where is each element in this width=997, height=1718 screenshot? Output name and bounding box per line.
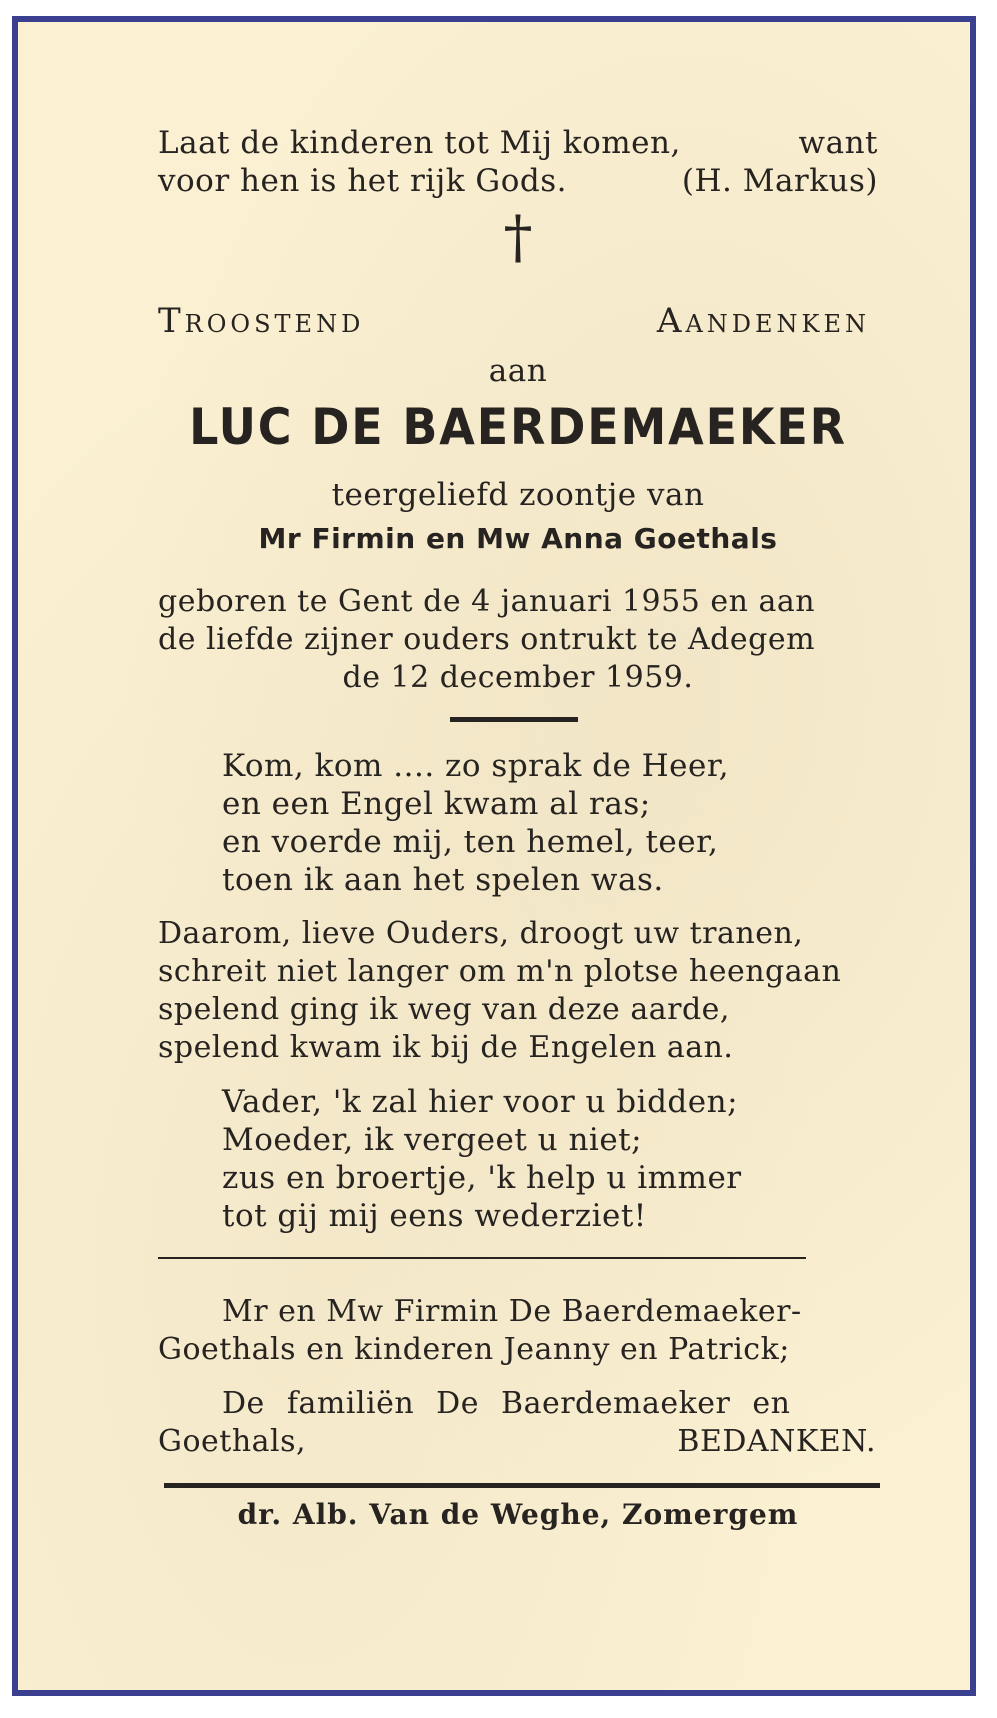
thanks-line-3-text: De familiën De Baerdemaeker en [222, 1386, 791, 1421]
epigraph-line-1-left: Laat de kinderen tot Mij komen, [158, 125, 681, 161]
dates-line-3: de 12 december 1959. [342, 660, 694, 695]
poem2-line-2: schreit niet langer om m'n plotse heengaan [158, 954, 842, 989]
epigraph-line-2 [158, 163, 878, 199]
thanks-line-3 [222, 1386, 876, 1421]
thanks-line-2: Goethals en kinderen Jeanny en Patrick; [158, 1332, 790, 1367]
epigraph-line-1-right: want [798, 125, 878, 161]
memorial-card [12, 16, 976, 1696]
epigraph-line-2-left: voor hen is het rijk Gods. [158, 163, 567, 199]
heading-troostend-aandenken [158, 301, 870, 341]
deceased-parents: Mr Firmin en Mw Anna Goethals [258, 522, 778, 555]
deceased-relation: teergeliefd zoontje van [331, 477, 705, 513]
poem3-line-3: zus en broertje, 'k help u immer [222, 1160, 742, 1196]
heading-left: Troostend [158, 301, 365, 341]
epigraph-line-1 [158, 125, 878, 161]
poem1-line-3: en voerde mij, ten hemel, teer, [222, 824, 719, 860]
poem3-line-1: Vader, 'k zal hier voor u bidden; [222, 1084, 739, 1120]
poem1-line-2: en een Engel kwam al ras; [222, 786, 651, 822]
epigraph-line-2-right: (H. Markus) [681, 163, 878, 199]
thanks-line-4 [158, 1424, 876, 1459]
thanks-line-1: Mr en Mw Firmin De Baerdemaeker- [222, 1294, 802, 1329]
cross-icon: † [503, 203, 533, 271]
thanks-line-4-left: Goethals, [158, 1424, 307, 1459]
short-divider [450, 717, 578, 722]
dates-line-1: geboren te Gent de 4 januari 1955 en aan [158, 584, 816, 619]
dates-line-2: de liefde zijner ouders ontrukt te Adegem [158, 622, 816, 657]
heading-right: Aandenken [656, 301, 870, 341]
poem2-line-4: spelend kwam ik bij de Engelen aan. [158, 1030, 734, 1065]
thanks-line-4-right: BEDANKEN. [677, 1424, 876, 1459]
poem3-line-2: Moeder, ik vergeet u niet; [222, 1122, 643, 1158]
poem3-line-4: tot gij mij eens wederziet! [222, 1198, 647, 1234]
printer-credit: dr. Alb. Van de Weghe, Zomergem [237, 1498, 799, 1531]
deceased-name: LUC DE BAERDEMAEKER [189, 398, 847, 456]
poem1-line-4: toen ik aan het spelen was. [222, 862, 664, 898]
heading-aan: aan [488, 353, 548, 389]
poem2-line-1: Daarom, lieve Ouders, droogt uw tranen, [158, 916, 804, 951]
poem2-line-3: spelend ging ik weg van deze aarde, [158, 992, 730, 1027]
poem1-line-1: Kom, kom .... zo sprak de Heer, [222, 748, 730, 784]
thin-divider [158, 1257, 806, 1259]
thick-divider [164, 1483, 880, 1488]
